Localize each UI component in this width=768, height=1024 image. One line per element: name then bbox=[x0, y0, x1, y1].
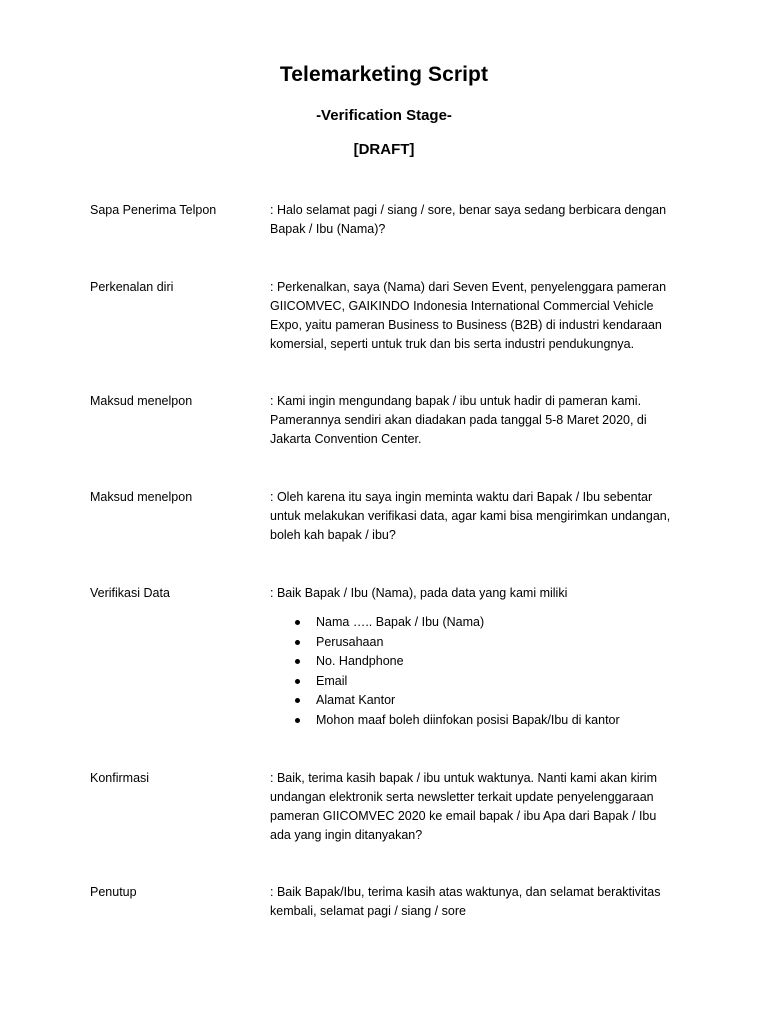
section-content bbox=[270, 584, 690, 730]
content-line: Jakarta Convention Center. bbox=[270, 432, 422, 446]
content-line: : Baik Bapak/Ibu, terima kasih atas waktunya, dan selamat beraktivitas bbox=[270, 885, 661, 899]
list-item: Email bbox=[270, 672, 690, 692]
section-label: Sapa Penerima Telpon bbox=[90, 203, 217, 217]
content-line: Expo, yaitu pameran Business to Business (B2B) di industri kendaraan bbox=[270, 318, 662, 332]
content-line: : Baik Bapak / Ibu (Nama), pada data yang kami miliki bbox=[270, 586, 568, 600]
content-line: : Kami ingin mengundang bapak / ibu untuk hadir di pameran kami. bbox=[270, 394, 642, 408]
section-content bbox=[270, 201, 690, 239]
content-line: komersial, seperti untuk truk dan bis serta industri pendukungnya. bbox=[270, 337, 635, 351]
content-line: untuk melakukan verifikasi data, agar kami bisa mengirimkan undangan, bbox=[270, 509, 671, 523]
content-line: pameran GIICOMVEC 2020 ke email bapak / ibu Apa dari Bapak / Ibu bbox=[270, 809, 657, 823]
content-line: ada yang ingin ditanyakan? bbox=[270, 828, 423, 842]
section-content bbox=[270, 392, 690, 449]
draft-status: [DRAFT] bbox=[353, 141, 415, 158]
section-label: Maksud menelpon bbox=[90, 490, 193, 504]
list-item: No. Handphone bbox=[270, 652, 690, 672]
section-content bbox=[270, 278, 690, 354]
document-title: Telemarketing Script bbox=[279, 63, 489, 86]
content-line: undangan elektronik serta newsletter terkait update penyelenggaraan bbox=[270, 790, 654, 804]
content-line: Pamerannya sendiri akan diadakan pada tanggal 5-8 Maret 2020, di bbox=[270, 413, 647, 427]
list-item: Mohon maaf boleh diinfokan posisi Bapak/Ibu di kantor bbox=[270, 711, 690, 731]
section-content bbox=[270, 488, 690, 545]
document-subtitle: -Verification Stage- bbox=[316, 107, 452, 124]
content-line: boleh kah bapak / ibu? bbox=[270, 528, 396, 542]
list-item: Alamat Kantor bbox=[270, 691, 690, 711]
content-line: Bapak / Ibu (Nama)? bbox=[270, 222, 386, 236]
section-label: Verifikasi Data bbox=[90, 586, 170, 600]
section-content bbox=[270, 769, 690, 845]
content-line: : Perkenalkan, saya (Nama) dari Seven Event, penyelenggara pameran bbox=[270, 280, 667, 294]
list-item: Perusahaan bbox=[270, 633, 690, 653]
section-label: Perkenalan diri bbox=[90, 280, 174, 294]
content-line: : Oleh karena itu saya ingin meminta waktu dari Bapak / Ibu sebentar bbox=[270, 490, 653, 504]
list-item: Nama ….. Bapak / Ibu (Nama) bbox=[270, 613, 690, 633]
content-line: : Halo selamat pagi / siang / sore, benar saya sedang berbicara dengan bbox=[270, 203, 667, 217]
section-label: Konfirmasi bbox=[90, 771, 150, 785]
section-label: Penutup bbox=[90, 885, 137, 899]
section-content bbox=[270, 883, 690, 921]
content-line: GIICOMVEC, GAIKINDO Indonesia International Commercial Vehicle bbox=[270, 299, 654, 313]
content-line: kembali, selamat pagi / siang / sore bbox=[270, 904, 466, 918]
content-line: : Baik, terima kasih bapak / ibu untuk waktunya. Nanti kami akan kirim bbox=[270, 771, 657, 785]
section-label: Maksud menelpon bbox=[90, 394, 193, 408]
verification-bullet-list bbox=[270, 613, 690, 730]
